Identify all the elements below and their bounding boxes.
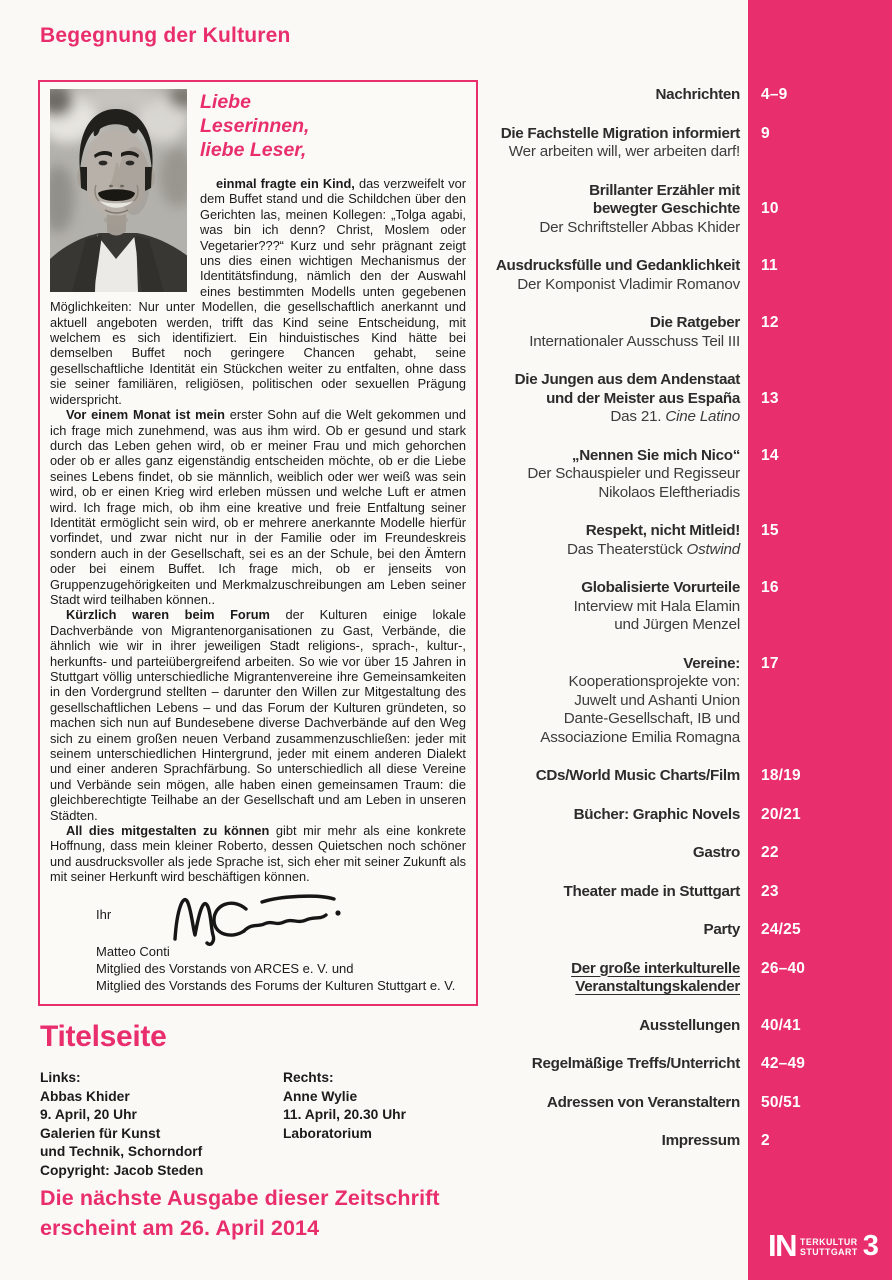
salutation-line: Leserinnen, [200, 115, 310, 137]
toc-entry [478, 960, 892, 997]
toc-subtitle-line: Internationaler Ausschuss Teil III [529, 332, 740, 350]
left-column [38, 24, 478, 1006]
toc-entry-text [478, 883, 748, 902]
toc-entry [478, 447, 892, 503]
toc-entry-text [478, 767, 748, 786]
toc-entry-text [478, 1132, 748, 1151]
cover-line: Abbas Khider [40, 1088, 130, 1104]
toc-entry [478, 655, 892, 748]
toc-entry [478, 844, 892, 863]
editorial-paragraph: Kürzlich waren beim Forum der Kulturen einige lokale Dachverbände von Migrantenorganisationen zu Gast, Verbände, die ähnlich wie wir in ihrer jeweiligen Stadt religions-, sprach-, kultur-, herkunfts- und parteiübergreifend arbeiten. So wie vor über 15 Jahren in Stuttgart völlig unterschiedliche Migrantenvereine ihre Gemeinsamkeiten in den Vordergrund stellten – darunter den Willen zur Mitgestaltung des gesellschaftlichen Lebens – und das Forum der Kulturen gründeten, so machen sich nun auf Bundesebene diverse Dachverbände auf den Weg sich zu einem großen neuen Verband zusammenzuschließen: jeder mit seinem unterschiedlichen Hintergrund, jeder mit einem anderen Dialekt und einer anderen Sprachfärbung. So unterschiedlich all diese Vereine und Verbände sein mögen, alle haben einen gemeinsamen Traum: die gleichberechtigte Teilhabe an der Gesellschaft und am Leben in unseren Städten. [50, 607, 466, 823]
portrait-photo [50, 89, 187, 292]
toc-entry [478, 883, 892, 902]
toc-entry [478, 257, 892, 294]
toc-title-line: Adressen von Veranstaltern [546, 1093, 740, 1111]
editorial-box [38, 80, 478, 1006]
toc-page-number: 16 [761, 579, 779, 596]
section-heading: Begegnung der Kulturen [40, 24, 291, 47]
toc-entry-text [478, 371, 748, 427]
toc-entry [478, 1094, 892, 1113]
toc-page-number: 10 [761, 200, 779, 217]
closing-word: Ihr [96, 906, 112, 922]
toc-entry [478, 522, 892, 559]
toc-entry [478, 1132, 892, 1151]
toc-page-number: 17 [761, 654, 779, 672]
toc-title-line: und der Meister aus España [546, 389, 740, 407]
toc-title-line: „Nennen Sie mich Nico“ [571, 446, 740, 464]
toc-title-line: Die Ratgeber [649, 314, 740, 331]
salutation-line: liebe Leser, [200, 139, 307, 161]
toc-title-line: Nachrichten [655, 86, 740, 103]
toc-subtitle-line: Das Theaterstück Ostwind [566, 540, 740, 558]
toc-page-number: 14 [761, 446, 779, 464]
toc-page-number: 42–49 [761, 1055, 806, 1072]
toc-page-number: 9 [761, 124, 770, 142]
editorial-paragraph: All dies mitgestalten zu können gibt mir mehr als eine konkrete Hoffnung, dass mein kleiner Roberto, dessen Quietschen noch schöner und ausdrucksvoller als jede Sprache ist, sich eher mit seiner Zukunft als mit seiner Herkunft wird beschäftigen können. [50, 823, 466, 885]
toc-entry [478, 182, 892, 238]
brand-word-bottom: STUTTGART [800, 1246, 858, 1257]
toc-title-line: Die Jungen aus dem Andenstaat [514, 371, 740, 388]
cover-line: Laboratorium [283, 1125, 372, 1141]
brand-word-top: TERKULTUR [800, 1236, 858, 1247]
toc-entry-text [478, 257, 748, 294]
toc-page-number: 23 [761, 882, 779, 900]
toc-page-number: 50/51 [761, 1093, 801, 1111]
toc-entry-text [478, 579, 748, 635]
toc-title-line: Bücher: Graphic Novels [573, 805, 740, 823]
titelseite-section [40, 1020, 482, 1181]
toc-title-line: Respekt, nicht Mitleid! [585, 522, 740, 539]
announcement-line: erscheint am 26. April 2014 [40, 1215, 320, 1240]
toc-page-number: 12 [761, 314, 779, 331]
toc-page-number: 4–9 [761, 86, 788, 103]
credit-line: Mitglied des Vorstands von ARCES e. V. und [96, 960, 354, 976]
toc-entry-text [478, 655, 748, 748]
cover-right-label: Rechts: [283, 1070, 334, 1085]
toc-subtitle-line: Interview mit Hala Elamin [573, 597, 740, 615]
toc-title-line: Theater made in Stuttgart [563, 882, 740, 900]
toc-subtitle-line: und Jürgen Menzel [614, 616, 740, 633]
toc-page-number: 11 [761, 257, 778, 274]
cover-right-block [283, 1069, 482, 1181]
author-name: Matteo Conti [96, 943, 170, 959]
toc-title-line: Der große interkulturelle [571, 959, 740, 977]
toc-title-line: Gastro [692, 844, 740, 861]
cover-line: 11. April, 20.30 Uhr [283, 1107, 406, 1123]
table-of-contents [478, 86, 892, 1171]
titelseite-heading: Titelseite [40, 1020, 167, 1053]
brand-page-number: 3 [862, 1229, 879, 1262]
toc-page-number: 22 [761, 844, 779, 861]
editorial-paragraph: einmal fragte ein Kind, das verzweifelt vor dem Buffet stand und die Schildchen über den Gerichten las, meinen Kollegen: „Tolga agabi, was bin ich denn? Christ, Moslem oder Vegetarier???“ Kurz und sehr prägnant zeigt uns dies einen wichtigen Mechanismus der Identitätsfindung, nämlich den der Auswahl eines bestimmten Modells unten gegebenen Möglichkeiten: Nur unter Modellen, die gesellschaftlich anerkannt und aktuell angeboten werden, trifft das Kind seine Entscheidung, mit welchem es sich identifiziert. Ein hinduistisches Kind hätte bei demselben Buffet noch geringere Chancen gehabt, seine gesellschaftliche Identität ein Stückchen weiter zu entfalten, ohne dass sie seiner familiären, religiösen, politischen oder sexuellen Prägung widerspricht. [50, 176, 466, 407]
toc-title-line: CDs/World Music Charts/Film [535, 767, 740, 784]
toc-page-number: 24/25 [761, 921, 801, 938]
brand-logo [768, 1228, 879, 1264]
toc-entry [478, 921, 892, 940]
toc-page-number: 26–40 [761, 959, 806, 977]
toc-page-number: 18/19 [761, 767, 801, 784]
toc-subtitle-line: Der Schauspieler und Regisseur [527, 465, 740, 482]
toc-title-line: Party [703, 921, 740, 938]
brand-logo-in: IN [768, 1228, 796, 1263]
signature-image [168, 887, 350, 947]
toc-entry [478, 1017, 892, 1036]
brand-logo-words [800, 1238, 858, 1258]
cover-line: 9. April, 20 Uhr [40, 1107, 137, 1123]
toc-title-line: Veranstaltungskalender [575, 978, 740, 995]
toc-subtitle-line: Nikolaos Eleftheriadis [598, 483, 740, 501]
toc-entry [478, 767, 892, 786]
toc-entry-text [478, 447, 748, 503]
toc-entry-text [478, 522, 748, 559]
toc-subtitle-line: Der Schriftsteller Abbas Khider [539, 218, 740, 236]
toc-title-line: Ausstellungen [639, 1016, 740, 1034]
toc-entry-text [478, 86, 748, 105]
toc-subtitle-line: Dante-Gesellschaft, IB und [563, 710, 740, 727]
toc-title-line: Impressum [661, 1132, 740, 1149]
toc-entry-text [478, 960, 748, 997]
toc-page-number: 13 [761, 389, 779, 407]
toc-title-line: bewegter Geschichte [592, 200, 740, 217]
toc-page-number: 20/21 [761, 805, 801, 823]
toc-subtitle-line: Der Komponist Vladimir Romanov [517, 275, 740, 293]
toc-title-line: Vereine: [683, 654, 740, 672]
toc-subtitle-line: Kooperationsprojekte von: [568, 673, 740, 690]
toc-page-number: 15 [761, 522, 779, 539]
cover-left-block [40, 1069, 283, 1181]
toc-entry [478, 125, 892, 162]
cover-line: Anne Wylie [283, 1088, 358, 1104]
toc-entry-text [478, 1055, 748, 1074]
toc-entry-text [478, 125, 748, 162]
toc-entry-text [478, 1094, 748, 1113]
announcement-line: Die nächste Ausgabe dieser Zeitschrift [40, 1186, 440, 1210]
next-issue-announcement [40, 1184, 520, 1243]
toc-page-number: 40/41 [761, 1016, 801, 1034]
toc-entry [478, 86, 892, 105]
author-credits [96, 943, 466, 994]
toc-title-line: Brillanter Erzähler mit [589, 181, 740, 199]
toc-title-line: Globalisierte Vorurteile [581, 579, 740, 596]
toc-title-line: Regelmäßige Treffs/Unterricht [531, 1055, 740, 1072]
signature-block [50, 891, 466, 943]
toc-subtitle-line: Wer arbeiten will, wer arbeiten darf! [508, 143, 740, 160]
toc-subtitle-line: Juwelt und Ashanti Union [574, 691, 740, 709]
toc-entry [478, 806, 892, 825]
cover-line: Copyright: Jacob Steden [40, 1162, 204, 1178]
editorial-paragraph: Vor einem Monat ist mein erster Sohn auf die Welt gekommen und ich frage mich zunehmend, was aus ihm wird. Ob er gesund und stark durch das Leben gehen wird, ob er meiner Frau und mich gehorchen oder ob er alles ganz eigenständig entscheiden möchte, ob er die Liebe seines Lebens findet, ob sie männlich, weiblich oder wer weiß was sein wird, ob er einen Krieg wird erleben müssen und welche Luft er atmen wird. Ich frage mich, ob ihm eine kreative und freie Entfaltung seiner Identität ermöglicht sein wird, ob er mehrere anerkannte Modelle hierfür vorfindet, und zwar nicht nur in der Familie oder im Freundeskreis sondern auch in der Gesellschaft, sei es an der Schule, bei den Ämtern oder bei einem Buffet. Ich frage mich, ob er jenseits von Gruppenzugehörigkeiten und Merkmalzuschreibungen am Leben seiner Stadt wird teilhaben können.. [50, 407, 466, 607]
toc-entry-text [478, 806, 748, 825]
toc-title-line: Die Fachstelle Migration informiert [500, 124, 740, 142]
toc-entry [478, 579, 892, 635]
toc-entry [478, 371, 892, 427]
credit-line: Mitglied des Vorstands des Forums der Kulturen Stuttgart e. V. [96, 977, 456, 993]
toc-subtitle-line: Associazione Emilia Romagna [540, 728, 740, 746]
toc-entry-text [478, 1017, 748, 1036]
toc-title-line: Ausdrucksfülle und Gedanklichkeit [495, 257, 740, 274]
toc-entry-text [478, 844, 748, 863]
cover-line: Galerien für Kunst [40, 1125, 161, 1141]
toc-entry [478, 314, 892, 351]
toc-page-number: 2 [761, 1132, 770, 1149]
cover-line: und Technik, Schorndorf [40, 1144, 203, 1160]
toc-subtitle-line: Das 21. Cine Latino [610, 408, 740, 425]
cover-left-label: Links: [40, 1070, 81, 1085]
toc-entry-text [478, 921, 748, 940]
toc-entry-text [478, 182, 748, 238]
toc-entry [478, 1055, 892, 1074]
salutation-line: Liebe [200, 91, 251, 113]
toc-entry-text [478, 314, 748, 351]
